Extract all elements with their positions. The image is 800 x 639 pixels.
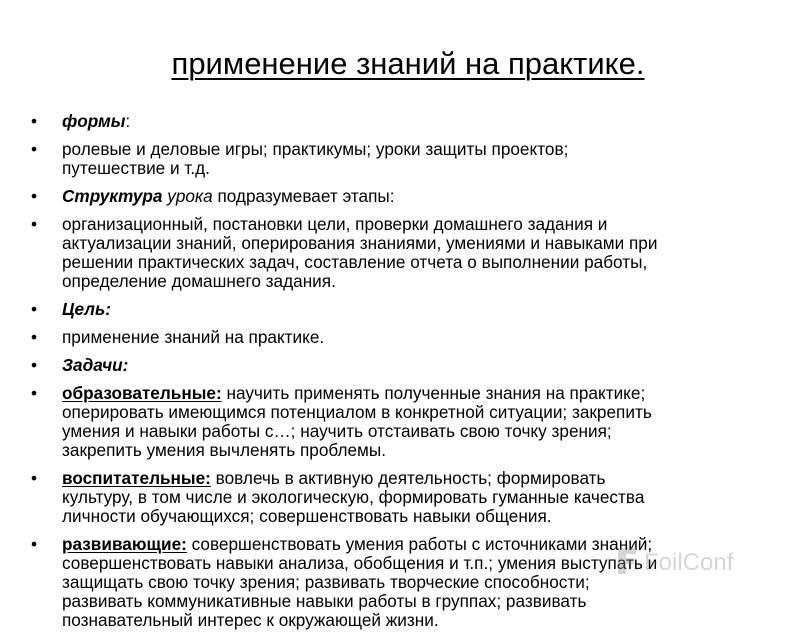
watermark-text: FoilConf (644, 549, 734, 576)
upbringing-label: воспитательные: (62, 468, 211, 488)
forms-line-1: ролевые и деловые игры; практикумы; уроки защиты проектов; (62, 139, 569, 159)
stages-line-1: организационный, постановки цели, проверки домашнего задания и (62, 214, 608, 234)
bullet-forms (0, 112, 790, 131)
tasks-label: Задачи: (62, 355, 129, 375)
bullet-structure (0, 187, 790, 206)
educational-line-1: научить применять полученные знания на практике; (221, 383, 646, 403)
stages-line-3: решении практических задач, составление отчета о выполнении работы, (62, 252, 648, 272)
developing-line-4: развивать коммуникативные навыки работы в группах; развивать (62, 591, 587, 611)
forms-line-2: путешествие и т.д. (62, 158, 210, 178)
developing-line-1: совершенствовать умения работы с источниками знаний; (186, 534, 653, 554)
bullet-forms-list (0, 140, 790, 178)
developing-line-5: познавательный интерес к окружающей жизни. (62, 610, 439, 630)
educational-line-3: умения и навыки работы с…; научить отстаивать свою точку зрения; (62, 421, 612, 441)
stages-line-2: актуализации знаний, оперирования знаниями, умениями и навыками при (62, 233, 658, 253)
structure-label: Структура (62, 186, 163, 206)
goal-label: Цель: (62, 299, 111, 319)
bullet-goal-text (0, 328, 790, 347)
lesson-label: урока (167, 186, 213, 206)
structure-text: подразумевает этапы: (212, 186, 395, 206)
developing-label: развивающие: (62, 534, 187, 554)
educational-line-4: закрепить умения вычленять проблемы. (62, 440, 386, 460)
upbringing-line-2: культуру, в том числе и экологическую, формировать гуманные качества (62, 487, 645, 507)
forms-colon: : (125, 111, 131, 131)
educational-label: образовательные: (62, 383, 222, 403)
forms-label: формы (62, 111, 126, 131)
bullet-upbringing (0, 469, 790, 526)
slide-title: применение знаний на практике. (171, 46, 645, 81)
bullet-educational (0, 384, 790, 460)
bullet-stages (0, 215, 790, 291)
educational-line-2: оперировать имеющимся потенциалом в конкретной ситуации; закрепить (62, 402, 652, 422)
developing-line-3: защищать свою точку зрения; развивать творческие способности; (62, 572, 590, 592)
bullet-tasks (0, 356, 790, 375)
bullet-goal (0, 300, 790, 319)
upbringing-line-3: личности обучающихся; совершенствовать навыки общения. (62, 506, 552, 526)
stages-line-4: определение домашнего задания. (62, 271, 336, 291)
goal-text: применение знаний на практике. (62, 327, 325, 347)
watermark-logo (610, 540, 770, 580)
upbringing-line-1: вовлечь в активную деятельность; формировать (210, 468, 606, 488)
developing-line-2: совершенствовать навыки анализа, обобщения и т.п.; умения выступать и (62, 553, 658, 573)
